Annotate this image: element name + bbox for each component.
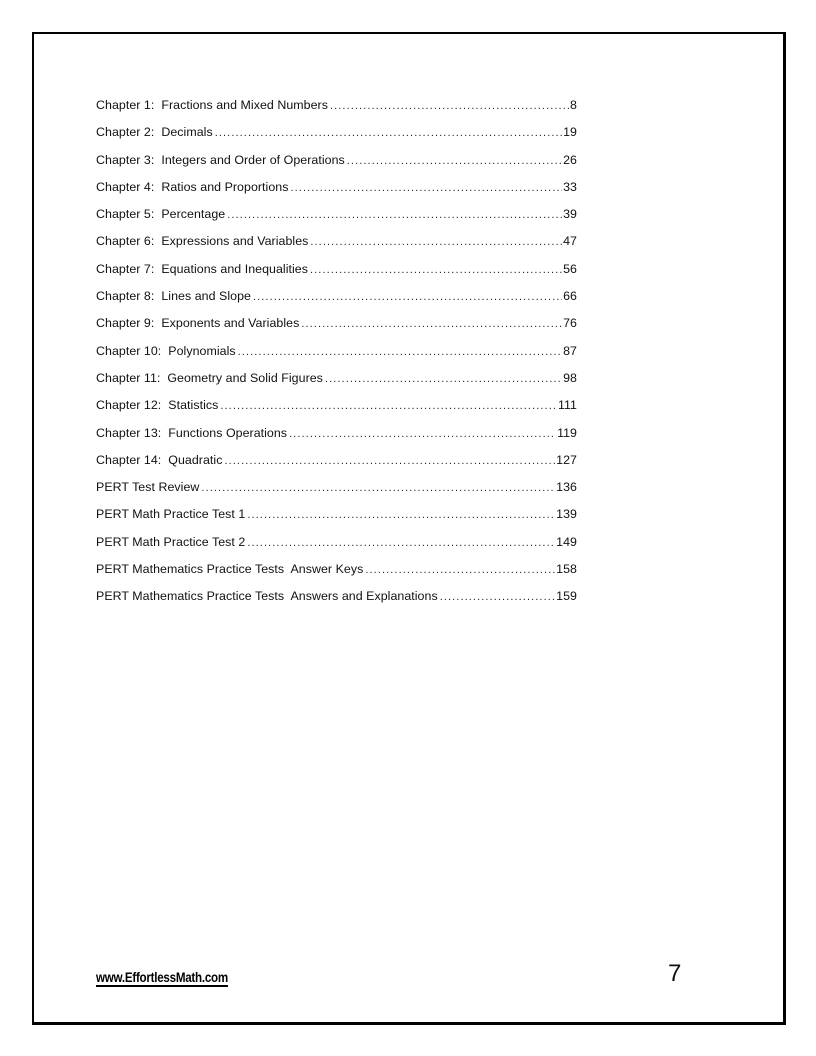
page-number: 7 (668, 960, 682, 987)
toc-entry-title: Chapter 13: Functions Operations (96, 425, 288, 440)
toc-entry-title: Chapter 11: Geometry and Solid Figures (96, 370, 323, 385)
toc-entry-chapter-7[interactable] (96, 260, 577, 287)
toc-entry-page: 149 (556, 534, 577, 549)
toc-entry-page: 111 (558, 398, 577, 413)
toc-entry-chapter-14[interactable] (96, 451, 577, 478)
dot-leader (215, 124, 562, 142)
toc-entry-title: PERT Mathematics Practice Tests Answers and Explanations (96, 589, 438, 604)
toc-entry-page: 159 (556, 589, 577, 604)
toc-entry-chapter-8[interactable] (96, 287, 577, 314)
toc-entry-pert-test-review[interactable] (96, 478, 577, 505)
toc-entry-chapter-2[interactable] (96, 123, 577, 150)
toc-entry-practice-test-1[interactable] (96, 505, 577, 532)
toc-entry-title: Chapter 9: Exponents and Variables (96, 316, 300, 331)
toc-entry-page: 87 (563, 343, 577, 358)
toc-entry-chapter-9[interactable] (96, 314, 577, 341)
toc-entry-page: 139 (556, 507, 577, 522)
toc-entry-page: 98 (563, 370, 577, 385)
toc-entry-title: PERT Test Review (96, 480, 200, 495)
toc-entry-answers-explanations[interactable] (96, 587, 577, 614)
toc-entry-title: Chapter 14: Quadratic (96, 452, 223, 467)
toc-entry-page: 8 (570, 98, 577, 112)
dot-leader (330, 97, 569, 115)
toc-entry-page: 56 (563, 261, 577, 276)
toc-entry-page: 39 (563, 207, 577, 222)
dot-leader (201, 479, 555, 497)
toc-entry-page: 119 (557, 425, 577, 440)
toc-entry-chapter-3[interactable] (96, 151, 577, 178)
website-link[interactable]: www.EffortlessMath.com (96, 970, 228, 985)
toc-entry-title: Chapter 1: Fractions and Mixed Numbers (96, 98, 328, 112)
toc-entry-title: PERT Math Practice Test 2 (96, 534, 246, 549)
dot-leader (365, 561, 555, 579)
dot-leader (247, 534, 555, 552)
dot-leader (347, 152, 562, 170)
toc-entry-page: 26 (563, 152, 577, 167)
toc-entry-answer-keys[interactable] (96, 560, 577, 587)
dot-leader (290, 179, 562, 197)
toc-entry-title: PERT Mathematics Practice Tests Answer Keys (96, 562, 364, 577)
dot-leader (238, 343, 562, 361)
toc-entry-title: Chapter 5: Percentage (96, 207, 226, 222)
dot-leader (227, 206, 562, 224)
toc-entry-title: Chapter 7: Equations and Inequalities (96, 261, 308, 276)
dot-leader (224, 452, 555, 470)
dot-leader (301, 315, 562, 333)
toc-entry-title: Chapter 4: Ratios and Proportions (96, 179, 289, 194)
toc-entry-chapter-12[interactable] (96, 396, 577, 423)
toc-entry-chapter-1[interactable] (96, 96, 577, 123)
toc-entry-title: PERT Math Practice Test 1 (96, 507, 246, 522)
dot-leader (253, 288, 562, 306)
toc-entry-chapter-10[interactable] (96, 342, 577, 369)
dot-leader (310, 261, 562, 279)
toc-entry-page: 19 (563, 125, 577, 140)
dot-leader (289, 425, 556, 443)
toc-entry-page: 76 (563, 316, 577, 331)
toc-entry-title: Chapter 2: Decimals (96, 125, 213, 140)
dot-leader (220, 397, 557, 415)
toc-entry-page: 66 (563, 289, 577, 304)
toc-entry-title: Chapter 3: Integers and Order of Operations (96, 152, 345, 167)
toc-entry-page: 47 (563, 234, 577, 249)
toc-entry-chapter-11[interactable] (96, 369, 577, 396)
dot-leader (440, 588, 555, 606)
toc-entry-chapter-6[interactable] (96, 232, 577, 259)
toc-entry-page: 127 (556, 452, 577, 467)
toc-entry-page: 136 (556, 480, 577, 495)
toc-entry-title: Chapter 6: Expressions and Variables (96, 234, 309, 249)
dot-leader (310, 233, 562, 251)
toc-entry-title: Chapter 8: Lines and Slope (96, 289, 251, 304)
table-of-contents (96, 96, 577, 615)
toc-entry-practice-test-2[interactable] (96, 533, 577, 560)
toc-entry-title: Chapter 10: Polynomials (96, 343, 236, 358)
toc-entry-page: 158 (556, 562, 577, 577)
toc-entry-title: Chapter 12: Statistics (96, 398, 219, 413)
toc-entry-chapter-5[interactable] (96, 205, 577, 232)
dot-leader (247, 506, 555, 524)
toc-entry-chapter-13[interactable] (96, 424, 577, 451)
dot-leader (325, 370, 562, 388)
toc-entry-chapter-4[interactable] (96, 178, 577, 205)
toc-entry-page: 33 (563, 179, 577, 194)
